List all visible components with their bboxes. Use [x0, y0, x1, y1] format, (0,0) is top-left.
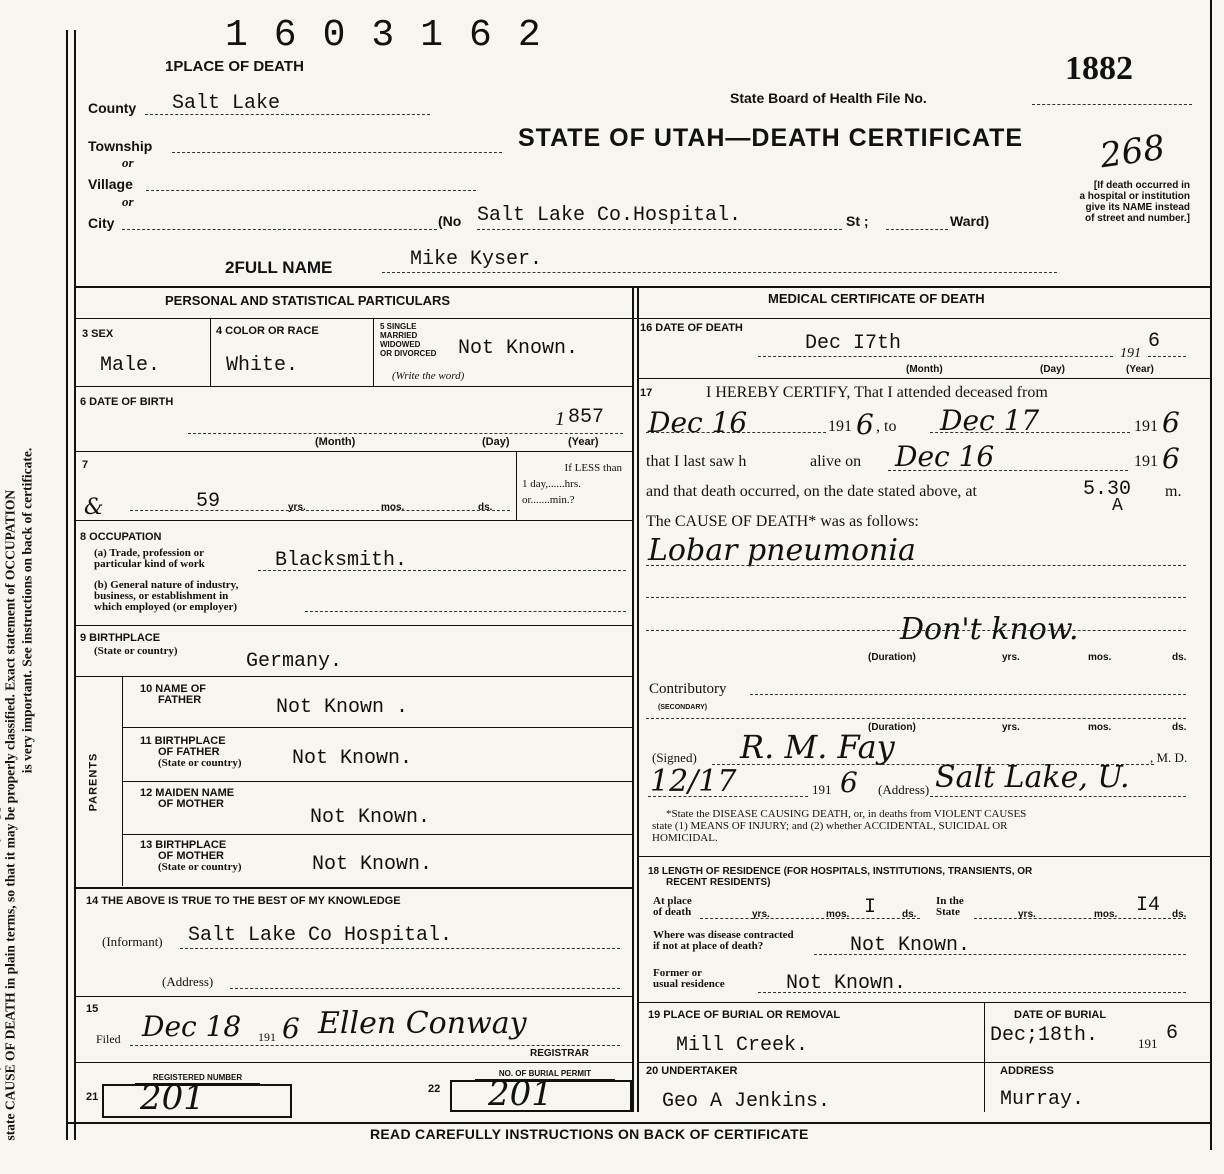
center-divider — [632, 286, 634, 1112]
village-label: Village — [88, 176, 133, 192]
disease-contracted-value: Not Known. — [850, 934, 971, 957]
mother-birthplace-value: Not Known. — [312, 853, 433, 876]
dob-year: 857 — [568, 406, 605, 429]
cause-note: *State the DISEASE CAUSING DEATH, or, in deaths from VIOLENT CAUSES state (1) MEANS OF INJURY; and (2) whether ACCIDENTAL, SUICIDAL OR HOMICIDAL. — [652, 808, 1027, 844]
marital-value: Not Known. — [458, 337, 579, 360]
residence-state-value: I4 — [1136, 894, 1161, 917]
mother-name-value: Not Known. — [310, 806, 431, 829]
personal-header: PERSONAL AND STATISTICAL PARTICULARS — [165, 293, 451, 308]
side-instructions — [0, 81, 36, 1141]
county-label: County — [88, 100, 137, 116]
burial-place-value: Mill Creek. — [676, 1034, 809, 1057]
left-border-inner — [74, 30, 76, 1140]
father-birthplace-value: Not Known. — [292, 747, 413, 770]
if-less-than: If LESS than 1 day,......hrs. or.......min.? — [522, 462, 622, 506]
serial-number: 1603162 — [225, 14, 567, 57]
reg-number-handwritten: 268 — [1097, 127, 1168, 177]
color-value: White. — [226, 354, 299, 377]
attended-from-date: Dec 16 — [648, 406, 748, 439]
former-residence-value: Not Known. — [786, 972, 907, 995]
birthplace-value: Germany. — [246, 650, 343, 673]
hospital-note: [If death occurred in a hospital or institution give its NAME instead of street and number.] — [1079, 180, 1190, 224]
signed-date: 12/17 — [650, 764, 737, 799]
date-of-death: Dec I7th — [805, 332, 902, 355]
board-label: State Board of Health File No. — [730, 90, 927, 106]
attended-to-date: Dec 17 — [940, 404, 1040, 437]
certify-text: I HEREBY CERTIFY, That I attended deceased from — [706, 384, 1048, 401]
full-name-label: 2FULL NAME — [225, 258, 333, 277]
occupation-value: Blacksmith. — [275, 549, 408, 572]
marital-label: 5 SINGLE MARRIED WIDOWED OR DIVORCED — [380, 322, 437, 358]
city-label: City — [88, 215, 115, 231]
age-years: 59 — [196, 490, 221, 513]
side-line-3: is very important. See instructions on back of certificate. — [19, 447, 35, 774]
county-value: Salt Lake — [172, 92, 281, 115]
medical-header: MEDICAL CERTIFICATE OF DEATH — [768, 291, 985, 306]
burial-permit-number: 201 — [488, 1074, 553, 1114]
file-number: 1882 — [1065, 50, 1133, 87]
city-value: Salt Lake Co.Hospital. — [477, 204, 742, 227]
full-name-value: Mike Kyser. — [410, 248, 543, 271]
registered-number: 201 — [140, 1078, 205, 1118]
bottom-border — [66, 1122, 1212, 1124]
side-line-2: state CAUSE OF DEATH in plain terms, so that it may be properly classified. Exact statement of OCCUPATION — [2, 489, 18, 1141]
filed-date: Dec 18 — [142, 1010, 242, 1043]
undertaker-value: Geo A Jenkins. — [662, 1090, 831, 1113]
township-label: Township — [88, 138, 153, 154]
registrar-signature: Ellen Conway — [318, 1006, 527, 1041]
burial-date-value: Dec;18th. — [990, 1024, 1099, 1047]
cause-of-death: Lobar pneumonia — [648, 533, 916, 568]
footer-instructions: READ CAREFULLY INSTRUCTIONS ON BACK OF CERTIFICATE — [370, 1126, 809, 1142]
last-saw-date: Dec 16 — [895, 440, 995, 473]
physician-address: Salt Lake, U. — [935, 760, 1130, 795]
certificate-title: STATE OF UTAH—DEATH CERTIFICATE — [518, 124, 1024, 152]
left-border — [66, 30, 68, 1140]
informant-value: Salt Lake Co Hospital. — [188, 924, 453, 947]
residence-place-value: I — [864, 896, 877, 919]
parents-label: PARENTS — [87, 752, 100, 812]
place-of-death-label: 1PLACE OF DEATH — [165, 58, 304, 75]
father-name-value: Not Known . — [276, 696, 409, 719]
cause-duration: Don't know. — [900, 612, 1079, 647]
sex-value: Male. — [100, 354, 161, 377]
undertaker-address-value: Murray. — [1000, 1088, 1085, 1111]
right-border — [1210, 0, 1212, 1150]
time-of-death: 5.30 — [1083, 478, 1132, 501]
physician-signature: R. M. Fay — [740, 728, 895, 766]
